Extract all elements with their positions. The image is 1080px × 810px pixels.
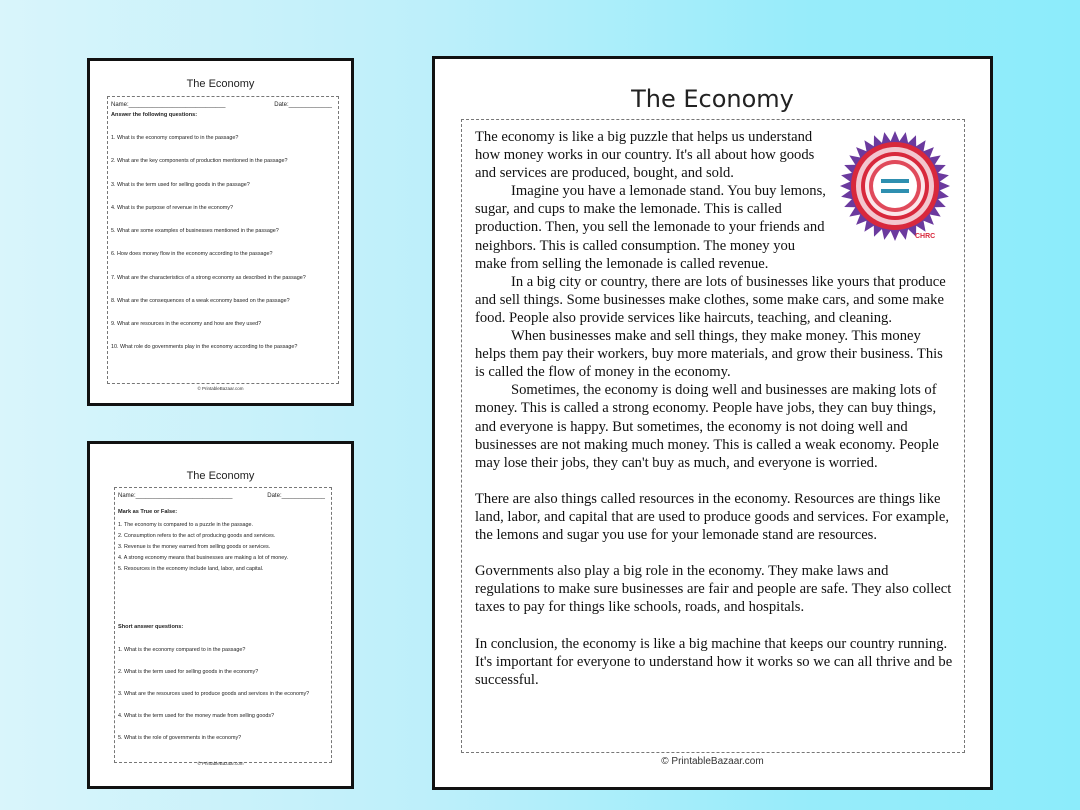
sa-item-1: 1. What is the economy compared to in the passage?	[118, 647, 246, 653]
tf-item-5: 5. Resources in the economy include land, labor, and capital.	[118, 566, 264, 572]
instructions: Answer the following questions:	[111, 112, 198, 118]
paragraph-6: There are also things called resources in the economy. Resources are things like land, labor, and capital that are used to produce goods and services. For example, the lemons and sugar you use for your lemonade stand are resources.	[475, 490, 949, 544]
tf-item-4: 4. A strong economy means that businesses are making a lot of money.	[118, 555, 289, 561]
sa-item-5: 5. What is the role of governments in the economy?	[118, 735, 242, 741]
name-field-label: Name:_____________________________	[111, 102, 226, 108]
tf-item-3: 3. Revenue is the money earned from selling goods or services.	[118, 544, 271, 550]
question-2: 2. What are the key components of production mentioned in the passage?	[111, 158, 288, 164]
question-3: 3. What is the term used for selling goods in the passage?	[111, 182, 250, 188]
paragraph-1: The economy is like a big puzzle that helps us understand how money works in our country. It's all about how goods and services are produced, bought, and sold.	[475, 129, 815, 182]
logo-text: CHRC	[915, 233, 936, 240]
paragraph-2: Imagine you have a lemonade stand. You buy lemons, sugar, and cups to make the lemonade. This is called production. Then, you sell the lemonade to your friends and neighbors. This is called consumption. The money you make from selling the lemonade is called revenue.	[475, 183, 826, 272]
question-7: 7. What are the characteristics of a strong economy as described in the passage?	[111, 275, 306, 281]
name-field-label: Name:_____________________________	[118, 493, 233, 499]
question-10: 10. What role do governments play in the economy according to the passage?	[111, 344, 298, 350]
question-9: 9. What are resources in the economy and how are they used?	[111, 321, 262, 327]
paragraph-7: Governments also play a big role in the economy. They make laws and regulations to make sure businesses are fair and people are safe. They also collect taxes to pay for things like schools, roads, and hospitals.	[475, 563, 952, 616]
worksheet1-footer: © PrintableBazaar.com	[197, 386, 244, 391]
question-8: 8. What are the consequences of a weak economy based on the passage?	[111, 298, 290, 304]
question-1: 1. What is the economy compared to in the passage?	[111, 135, 239, 141]
question-4: 4. What is the purpose of revenue in the economy?	[111, 205, 233, 211]
worksheet2-border	[114, 487, 332, 763]
question-6: 6. How does money flow in the economy according to the passage?	[111, 251, 273, 257]
date-field-label: Date:_____________	[267, 493, 325, 499]
sa-item-4: 4. What is the term used for the money made from selling goods?	[118, 713, 275, 719]
true-false-heading: Mark as True or False:	[118, 509, 178, 515]
date-field-label: Date:_____________	[274, 102, 332, 108]
sa-item-3: 3. What are the resources used to produce goods and services in the economy?	[118, 691, 310, 697]
paragraph-8: In conclusion, the economy is like a big machine that keeps our country running. It's important for everyone to understand how it works so we can all thrive and be successful.	[475, 635, 953, 688]
worksheet2-title: The Economy	[186, 470, 255, 482]
sa-item-2: 2. What is the term used for selling goods in the economy?	[118, 669, 259, 675]
passage-border	[461, 119, 965, 753]
paragraph-4: When businesses make and sell things, they make money. This money helps them pay their workers, buy more materials, and grow their business. This is called the flow of money in the economy.	[475, 328, 943, 381]
tf-item-1: 1. The economy is compared to a puzzle in the passage.	[118, 522, 254, 528]
passage-body	[475, 128, 953, 689]
question-5: 5. What are some examples of businesses mentioned in the passage?	[111, 228, 279, 234]
worksheet2-footer: © PrintableBazaar.com	[197, 761, 244, 766]
worksheet-true-false-page	[87, 441, 354, 789]
chrc-logo-icon	[837, 128, 953, 246]
worksheet1-title: The Economy	[186, 78, 255, 90]
passage-title: The Economy	[631, 85, 794, 113]
paragraph-3: In a big city or country, there are lots of businesses like yours that produce and sell things. Some businesses make clothes, some make cars, and some make food. People also provide services like haircuts, teaching, and cleaning.	[475, 273, 946, 326]
passage-footer: © PrintableBazaar.com	[661, 756, 764, 767]
worksheet1-border	[107, 96, 339, 384]
worksheet-questions-page	[87, 58, 354, 406]
short-answer-heading: Short answer questions:	[118, 624, 184, 630]
tf-item-2: 2. Consumption refers to the act of producing goods and services.	[118, 533, 276, 539]
paragraph-5: Sometimes, the economy is doing well and businesses are making lots of money. This is called a strong economy. People have jobs, they can buy things, and everyone is happy. But sometimes, the economy is not doing well and businesses are not making much money. This is called a weak economy. People may lose their jobs, they can't buy as much, and everyone is worried.	[475, 382, 939, 471]
reading-passage-page	[432, 56, 993, 790]
